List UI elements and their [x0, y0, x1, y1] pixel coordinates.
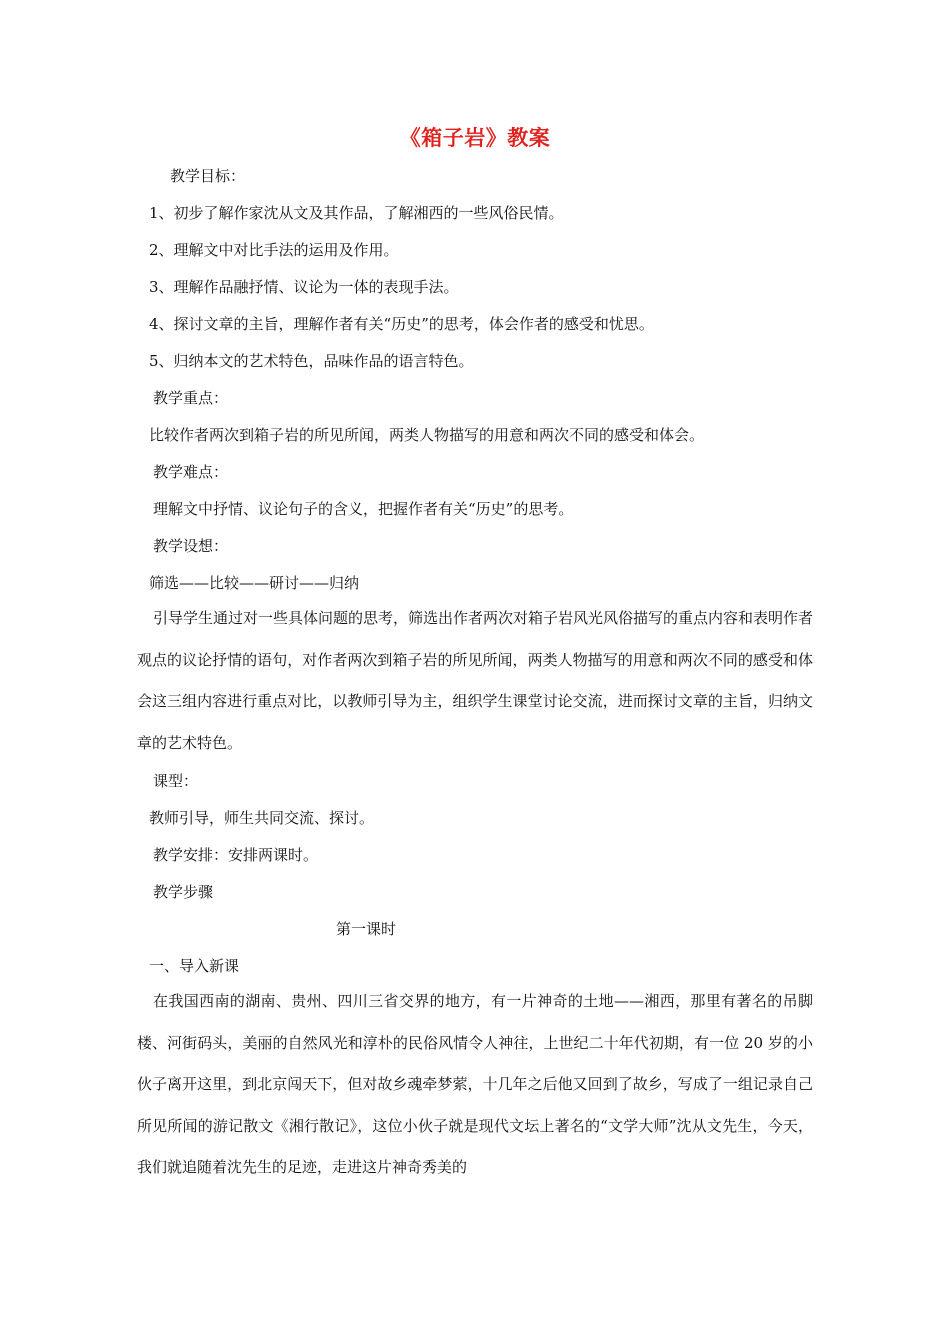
document-title: 《箱子岩》教案: [399, 125, 551, 150]
objective-item-2: 2、理解文中对比手法的运用及作用。: [149, 241, 399, 259]
lesson-type-text: 教师引导，师生共同交流、探讨。: [149, 809, 375, 827]
lesson-type-heading: 课型：: [153, 772, 199, 790]
design-heading: 教学设想：: [153, 537, 229, 555]
objective-item-1: 1、初步了解作家沈从文及其作品，了解湘西的一些风俗民情。: [149, 204, 564, 222]
key-points-heading: 教学重点：: [153, 389, 229, 407]
design-flow: 筛选——比较——研讨——归纳: [149, 574, 360, 592]
objectives-heading: 教学目标：: [170, 167, 246, 185]
key-points-text: 比较作者两次到箱子岩的所见所闻，两类人物描写的用意和两次不同的感受和体会。: [149, 426, 705, 444]
difficulties-heading: 教学难点：: [153, 463, 229, 481]
objective-item-4: 4、探讨文章的主旨，理解作者有关“历史”的思考，体会作者的感受和忧思。: [149, 315, 654, 333]
first-lesson-heading: 第一课时: [336, 920, 397, 938]
objective-item-5: 5、归纳本文的艺术特色，品味作品的语言特色。: [149, 352, 474, 370]
design-paragraph: 引导学生通过对一些具体问题的思考，筛选出作者两次对箱子岩风光风俗描写的重点内容和表明作者观点的议论抒情的语句，对作者两次到箱子岩的所见所闻，两类人物描写的用意和两次不同的感受和体会这三组内容进行重点对比，以教师引导为主，组织学生课堂讨论交流，进而探讨文章的主旨，归纳文章的艺术特色。: [137, 609, 814, 752]
arrangement-text: 教学安排：安排两课时。: [153, 846, 319, 864]
steps-heading: 教学步骤: [153, 883, 214, 901]
objective-item-3: 3、理解作品融抒情、议论为一体的表现手法。: [149, 278, 459, 296]
difficulties-text: 理解文中抒情、议论句子的含义，把握作者有关“历史”的思考。: [153, 500, 574, 518]
intro-paragraph: 在我国西南的湖南、贵州、四川三省交界的地方，有一片神奇的土地——湘西，那里有著名的吊脚楼、河街码头，美丽的自然风光和淳朴的民俗风情令人神往，上世纪二十年代初期，有一位 20 岁的小伙子离开这里，到北京闯天下，但对故乡魂牵梦萦，十几年之后他又回到了故乡，写成了一组记录自己所见所闻的游记散文《湘行散记》，这位小伙子就是现代文坛上著名的“文学大师”沈从文先生，今天，我们就追随着沈先生的足迹，走进这片神奇秀美的: [137, 992, 813, 1177]
intro-heading: 一、导入新课: [149, 957, 240, 975]
